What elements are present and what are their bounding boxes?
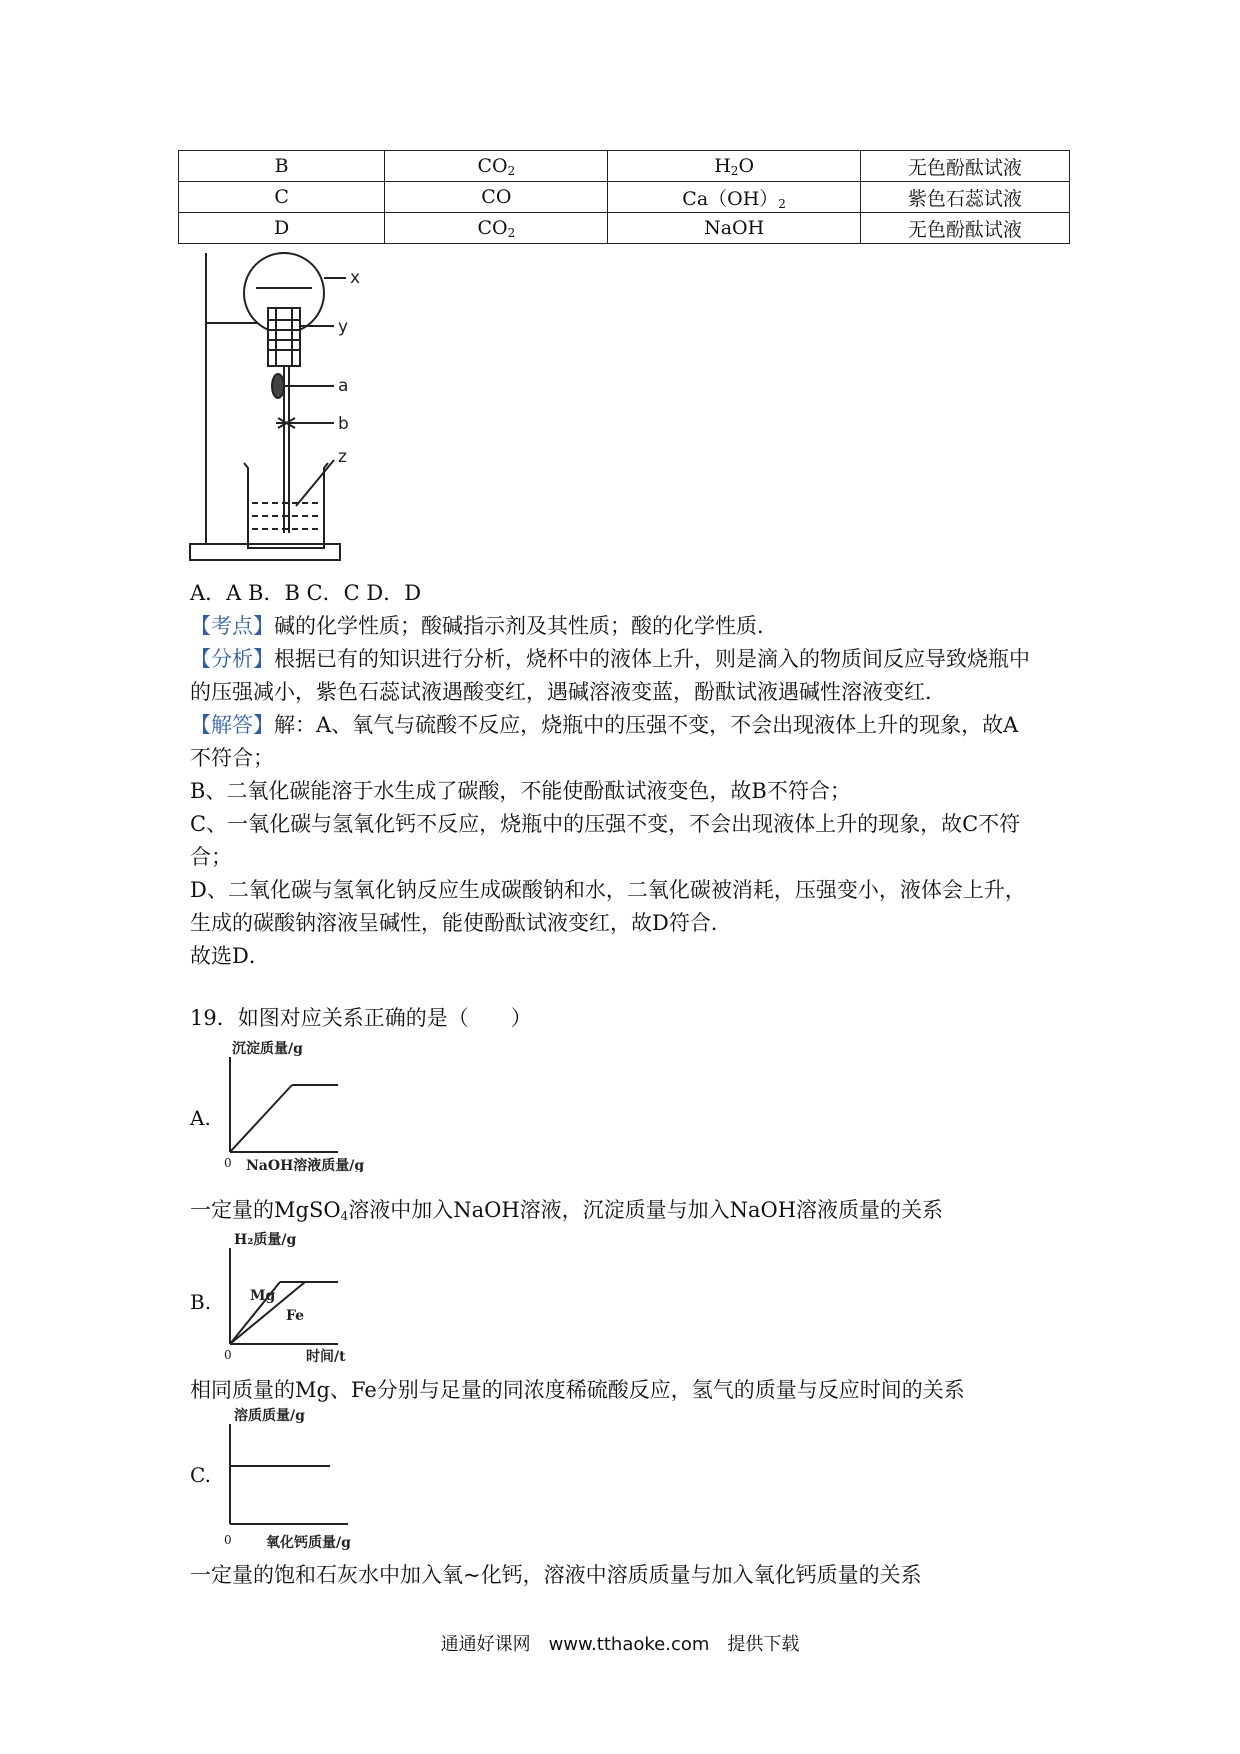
answer-line-d1: D、二氧化碳与氢氧化钠反应生成碳酸钠和水，二氧化碳被消耗，压强变小，液体会上升， <box>190 878 1026 902</box>
label-b: b <box>338 414 349 434</box>
graph-b-xlabel: 时间/t <box>306 1349 346 1365</box>
graph-c-description: 一定量的饱和石灰水中加入氧~化钙，溶液中溶质质量与加入氧化钙质量的关系 <box>190 1563 922 1587</box>
indicator-cell: 紫色石蕊试液 <box>860 182 1069 213</box>
table-row <box>179 151 1070 182</box>
graph-c-xlabel: 氧化钙质量/g <box>266 1535 351 1551</box>
table-row <box>179 213 1070 244</box>
graph-a-ylabel: 沉淀质量/g <box>232 1041 303 1057</box>
graph-a-option: A. <box>190 1106 211 1130</box>
options-line: A．A B．B C．C D．D <box>190 581 422 605</box>
answer-line-d2: 生成的碳酸钠溶液呈碱性，能使酚酞试液变红，故D符合． <box>190 911 732 935</box>
label-z: z <box>338 447 347 467</box>
graph-b-option: B. <box>190 1290 212 1314</box>
page-footer: 通通好课网 www.tthaoke.com 提供下载 <box>440 1634 800 1655</box>
jieda-line-2: 不符合； <box>190 746 274 770</box>
liquid-cell: NaOH <box>608 213 860 244</box>
gas-cell: $CO_2$ <box>385 151 608 182</box>
gas-cell: $CO_2$ <box>385 213 608 244</box>
label-a: a <box>338 376 349 396</box>
graph-a-rising-line <box>230 1085 292 1152</box>
gas-cell: CO <box>385 182 608 213</box>
fenxi-line-2: 的压强减小，紫色石蕊试液遇酸变红，遇碱溶液变蓝，酚酞试液遇碱性溶液变红． <box>190 680 946 704</box>
graph-a-description: 一定量的MgSO$_4$溶液中加入NaOH溶液，沉淀质量与加入NaOH溶液质量的关系 <box>190 1198 944 1223</box>
question-19-stem: 19．如图对应关系正确的是（ ） <box>190 1006 532 1030</box>
label-y: y <box>338 317 349 337</box>
graph-b-series-mg: Mg <box>250 1288 276 1304</box>
graph-b-series-fe: Fe <box>286 1308 305 1324</box>
answer-line-c1: C、一氧化碳与氢氧化钙不反应，烧瓶中的压强不变，不会出现液体上升的现象，故C不符 <box>190 812 1021 836</box>
graph-a <box>190 1037 380 1172</box>
indicator-cell: 无色酚酞试液 <box>860 151 1069 182</box>
answer-line-b: B、二氧化碳能溶于水生成了碳酸，不能使酚酞试液变色，故B不符合； <box>190 779 851 803</box>
graph-b-ylabel: H₂质量/g <box>234 1232 297 1248</box>
options-table <box>178 150 1070 244</box>
graph-b-description: 相同质量的Mg、Fe分别与足量的同浓度稀硫酸反应，氢气的质量与反应时间的关系 <box>190 1378 965 1402</box>
graph-c <box>190 1404 390 1554</box>
graph-a-xlabel: NaOH溶液质量/g <box>246 1158 365 1172</box>
label-x: x <box>350 268 361 288</box>
graph-c-option: C. <box>190 1463 211 1487</box>
kaodian-line: 【考点】碱的化学性质；酸碱指示剂及其性质；酸的化学性质． <box>190 614 778 638</box>
table-row <box>179 182 1070 213</box>
graph-b <box>190 1228 380 1368</box>
row-label: C <box>179 182 385 213</box>
answer-line-c2: 合； <box>190 845 232 869</box>
graph-c-origin: 0 <box>224 1533 232 1547</box>
graph-b-origin: 0 <box>224 1348 232 1362</box>
row-label: D <box>179 213 385 244</box>
row-label: B <box>179 151 385 182</box>
jieda-line: 【解答】解：A、氧气与硫酸不反应，烧瓶中的压强不变，不会出现液体上升的现象，故A <box>190 713 1019 737</box>
fenxi-line: 【分析】根据已有的知识进行分析，烧杯中的液体上升，则是滴入的物质间反应导致烧瓶中 <box>190 647 1030 671</box>
graph-c-ylabel: 溶质质量/g <box>234 1408 305 1424</box>
indicator-cell: 无色酚酞试液 <box>860 213 1069 244</box>
graph-a-origin: 0 <box>224 1156 232 1170</box>
liquid-cell: $Ca(OH)_2$ <box>608 182 860 213</box>
final-answer: 故选D． <box>190 944 270 968</box>
liquid-cell: $H_2O$ <box>608 151 860 182</box>
apparatus-diagram <box>186 248 366 568</box>
